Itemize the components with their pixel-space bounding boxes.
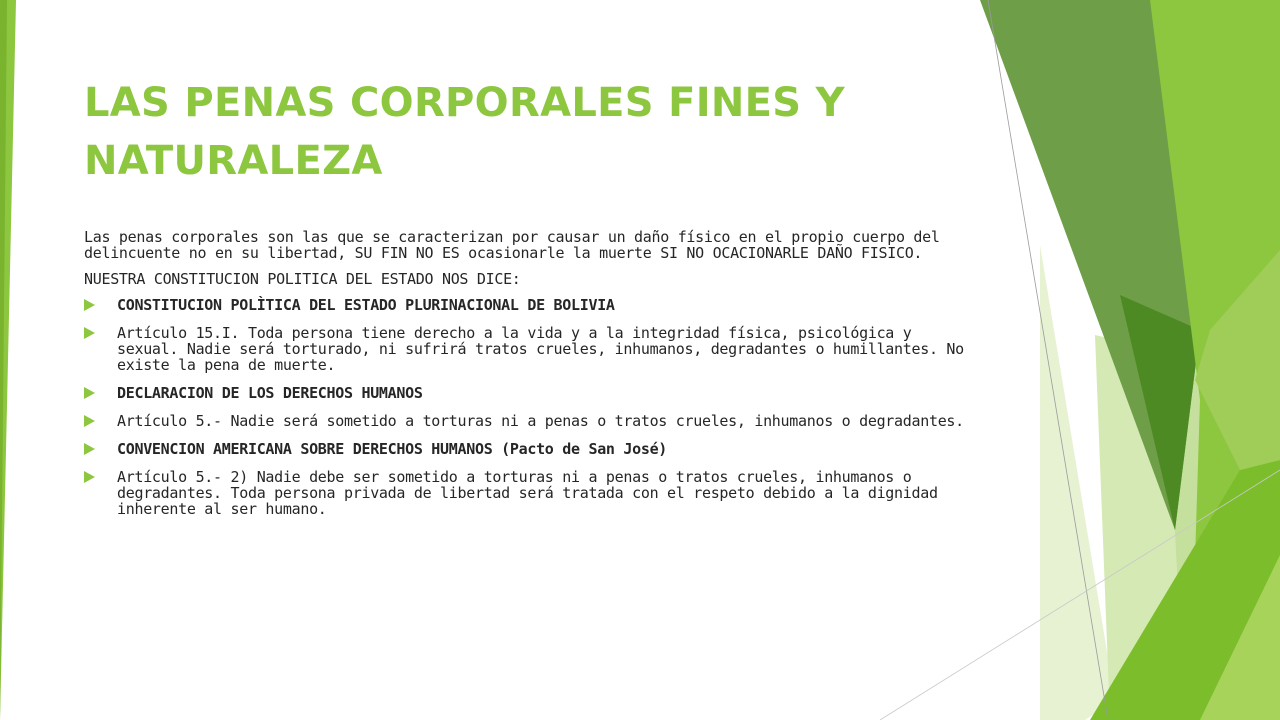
list-item xyxy=(84,297,974,313)
arrow-bullet-icon xyxy=(84,415,95,427)
list-item-text: DECLARACION DE LOS DERECHOS HUMANOS xyxy=(117,384,423,402)
list-item-text: Artículo 5.- 2) Nadie debe ser sometido a torturas ni a penas o tratos crueles, inhumanos o degradantes. Toda persona privada de libertad será tratada con el respeto debido a la dignidad inherente al ser humano. xyxy=(117,468,938,518)
list-item xyxy=(84,385,974,401)
constitution-subheading: NUESTRA CONSTITUCION POLITICA DEL ESTADO NOS DICE: xyxy=(84,270,521,288)
slide-body xyxy=(84,229,974,529)
arrow-bullet-icon xyxy=(84,327,95,339)
list-item xyxy=(84,469,974,517)
list-item xyxy=(84,325,974,373)
intro-paragraph: Las penas corporales son las que se caracterizan por causar un daño físico en el propio cuerpo del delincuente no en su libertad, SU FIN NO ES ocasionarle la muerte SI NO OCACIONARLE DAÑO FISICO. xyxy=(84,228,940,262)
arrow-bullet-icon xyxy=(84,387,95,399)
arrow-bullet-icon xyxy=(84,471,95,483)
list-item-text: Artículo 5.- Nadie será sometido a torturas ni a penas o tratos crueles, inhumanos o degradantes. xyxy=(117,412,964,430)
bullet-list xyxy=(84,297,974,517)
list-item-text: Artículo 15.I. Toda persona tiene derecho a la vida y a la integridad física, psicológica y sexual. Nadie será torturado, ni sufrirá tratos crueles, inhumanos, degradantes o humillantes. No existe la pena de muerte. xyxy=(117,324,964,374)
list-item-text: CONVENCION AMERICANA SOBRE DERECHOS HUMANOS (Pacto de San José) xyxy=(117,440,668,458)
list-item xyxy=(84,441,974,457)
list-item-text: CONSTITUCION POLÌTICA DEL ESTADO PLURINACIONAL DE BOLIVIA xyxy=(117,296,615,314)
slide-title: LAS PENAS CORPORALES FINES Y NATURALEZA xyxy=(84,80,845,184)
list-item xyxy=(84,413,974,429)
arrow-bullet-icon xyxy=(84,443,95,455)
arrow-bullet-icon xyxy=(84,299,95,311)
